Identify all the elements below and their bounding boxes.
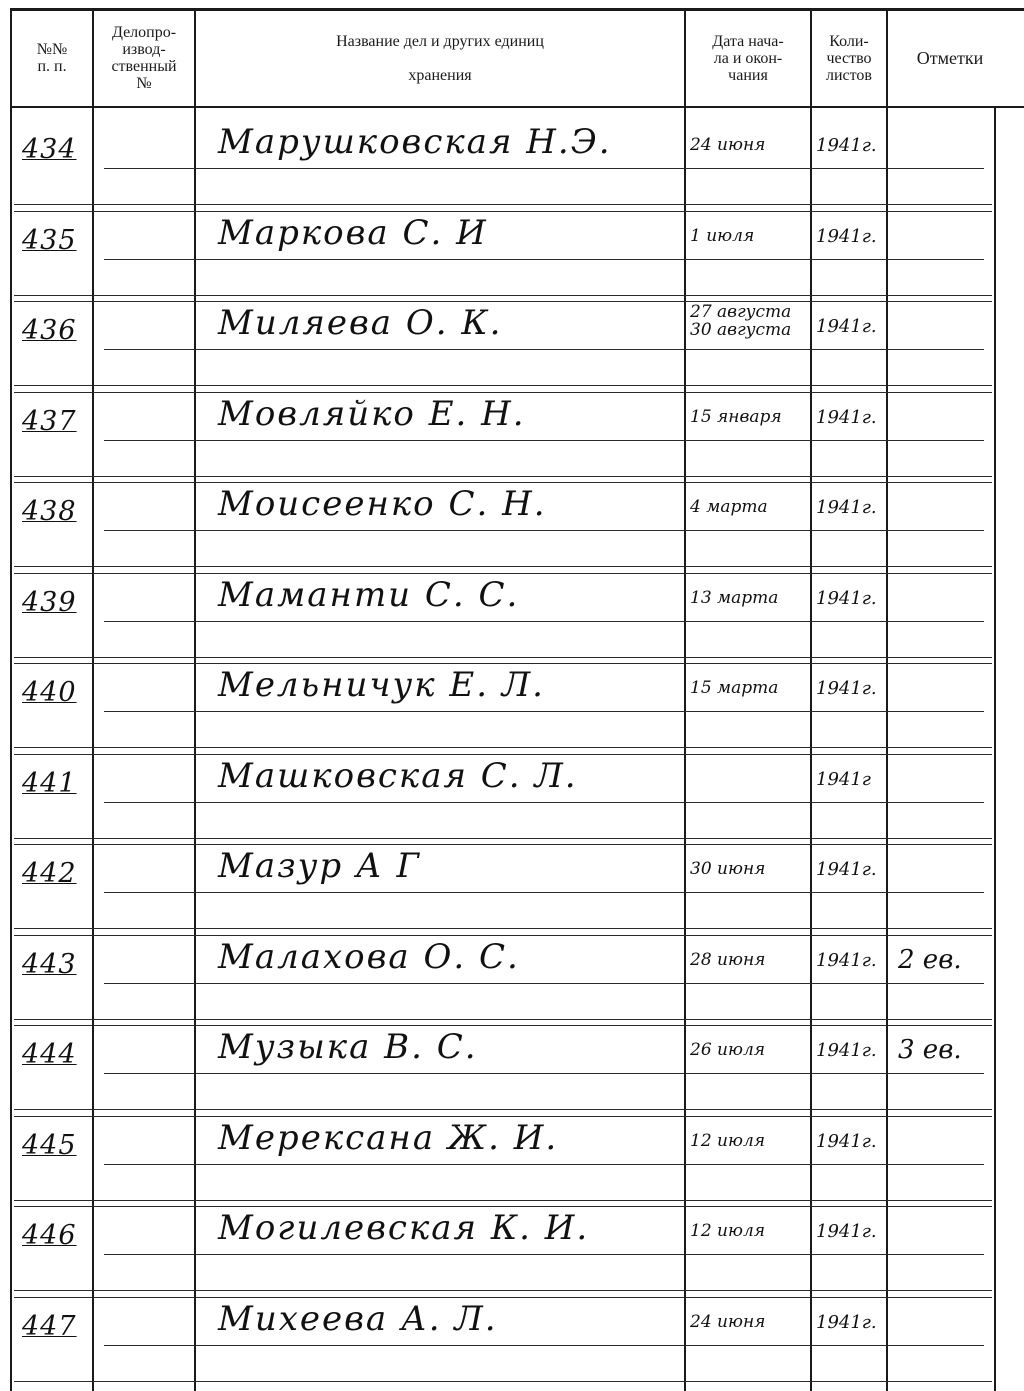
row-date: 24 июня <box>690 135 766 155</box>
row-sheets: 1941г. <box>816 859 877 880</box>
row-number: 444 <box>22 1039 77 1070</box>
header-sheets: Коли- чество листов <box>826 32 872 84</box>
row-number: 441 <box>22 767 77 799</box>
row-rule <box>104 349 984 350</box>
header-notes: Отметки <box>916 47 984 68</box>
row-rule <box>14 1109 992 1110</box>
row-sheets: 1941г. <box>816 316 877 337</box>
row-rule <box>14 295 992 296</box>
row-rule <box>104 168 984 169</box>
row-rule <box>14 1116 992 1117</box>
row-note: 3 ев. <box>898 1035 962 1065</box>
row-sheets: 1941г. <box>816 406 877 428</box>
row-number: 437 <box>22 405 77 437</box>
row-date: 13 марта <box>690 587 779 608</box>
row-number: 438 <box>22 496 77 527</box>
row-date: 15 января <box>690 406 782 427</box>
row-sheets: 1941г. <box>816 497 877 518</box>
row-note: 2 ев. <box>898 944 962 975</box>
row-number: 436 <box>22 315 77 346</box>
row-rule <box>14 204 992 205</box>
row-rule <box>14 566 992 567</box>
row-name: Миляева О. К. <box>218 303 503 343</box>
row-name: Мерексана Ж. И. <box>218 1117 559 1158</box>
row-sheets: 1941г. <box>816 1221 877 1242</box>
row-number: 442 <box>22 858 77 889</box>
row-rule <box>104 440 984 441</box>
column-rule <box>810 9 812 1391</box>
row-name: Мовляйко Е. Н. <box>218 393 526 434</box>
row-name: Мельничук Е. Л. <box>218 665 545 705</box>
row-sheets: 1941г. <box>816 1130 877 1152</box>
row-date: 26 июля <box>690 1040 766 1060</box>
row-name: Маркова С. И <box>218 212 488 253</box>
row-rule <box>14 1200 992 1201</box>
header-title: Название дел и других единиц хранения <box>336 32 544 84</box>
row-rule <box>104 1164 984 1165</box>
row-rule <box>14 392 992 393</box>
row-name: Моисеенко С. Н. <box>218 484 547 524</box>
row-rule <box>14 657 992 658</box>
row-number: 435 <box>22 224 77 256</box>
row-sheets: 1941г. <box>816 678 877 699</box>
row-rule <box>104 1345 984 1346</box>
row-number: 446 <box>22 1220 77 1251</box>
row-rule <box>104 530 984 531</box>
row-name: Михеева А. Л. <box>218 1298 498 1339</box>
row-rule <box>104 1254 984 1255</box>
top-border <box>10 8 1024 11</box>
row-rule <box>14 476 992 477</box>
row-sheets: 1941г. <box>816 225 877 247</box>
header-dates: Дата нача- ла и окон- чания <box>712 32 784 84</box>
column-rule <box>92 9 94 1391</box>
row-sheets: 1941г. <box>816 135 877 156</box>
row-rule <box>104 711 984 712</box>
header-office-number: Делопро- извод- ственный № <box>111 24 177 92</box>
row-rule <box>14 385 992 386</box>
row-rule <box>14 1381 992 1382</box>
row-number: 443 <box>22 948 77 980</box>
row-rule <box>14 747 992 748</box>
row-date: 28 июня <box>690 949 766 970</box>
row-number: 434 <box>22 134 77 165</box>
row-date: 12 июля <box>690 1130 766 1151</box>
row-sheets: 1941г. <box>816 1040 877 1061</box>
row-rule <box>104 621 984 622</box>
row-sheets: 1941г. <box>816 949 877 971</box>
column-rule <box>194 9 196 1391</box>
row-number: 447 <box>22 1310 77 1342</box>
row-rule <box>14 1290 992 1291</box>
row-date: 15 марта <box>690 678 779 698</box>
row-rule <box>104 892 984 893</box>
row-name: Малахова О. С. <box>218 936 520 977</box>
row-date: 1 июля <box>690 225 755 246</box>
row-date: 12 июля <box>690 1221 766 1241</box>
row-name: Могилевская К. И. <box>218 1208 590 1248</box>
row-rule <box>104 259 984 260</box>
row-name: Машковская С. Л. <box>218 755 578 796</box>
row-rule <box>14 1019 992 1020</box>
row-rule <box>14 935 992 936</box>
column-rule <box>684 9 686 1391</box>
row-rule <box>14 301 992 302</box>
row-rule <box>14 1025 992 1026</box>
row-sheets: 1941г <box>816 768 871 790</box>
row-rule <box>14 754 992 755</box>
row-rule <box>14 844 992 845</box>
row-sheets: 1941г. <box>816 587 877 609</box>
row-rule <box>104 802 984 803</box>
row-sheets: 1941г. <box>816 1311 877 1333</box>
row-date: 24 июня <box>690 1311 766 1332</box>
row-name: Марушковская Н.Э. <box>218 122 612 162</box>
row-number: 445 <box>22 1129 77 1161</box>
row-rule <box>14 663 992 664</box>
row-rule <box>14 573 992 574</box>
row-date: 27 августа 30 августа <box>690 302 792 340</box>
row-name: Музыка В. С. <box>218 1027 478 1067</box>
row-rule <box>14 928 992 929</box>
row-rule <box>14 482 992 483</box>
row-rule <box>104 983 984 984</box>
row-date: 4 марта <box>690 497 768 517</box>
row-number: 440 <box>22 677 77 708</box>
header-num: №№ п. п. <box>36 41 68 75</box>
column-rule <box>994 108 996 1391</box>
header-border <box>10 106 1024 108</box>
row-rule <box>14 1297 992 1298</box>
column-rule <box>886 9 888 1391</box>
row-rule <box>14 1206 992 1207</box>
row-rule <box>104 1073 984 1074</box>
row-date: 30 июня <box>690 859 766 879</box>
column-rule <box>10 9 12 1391</box>
row-name: Маманти С. С. <box>218 574 520 615</box>
row-number: 439 <box>22 586 77 618</box>
row-rule <box>14 838 992 839</box>
row-name: Мазур А Г <box>218 846 421 886</box>
row-rule <box>14 211 992 212</box>
